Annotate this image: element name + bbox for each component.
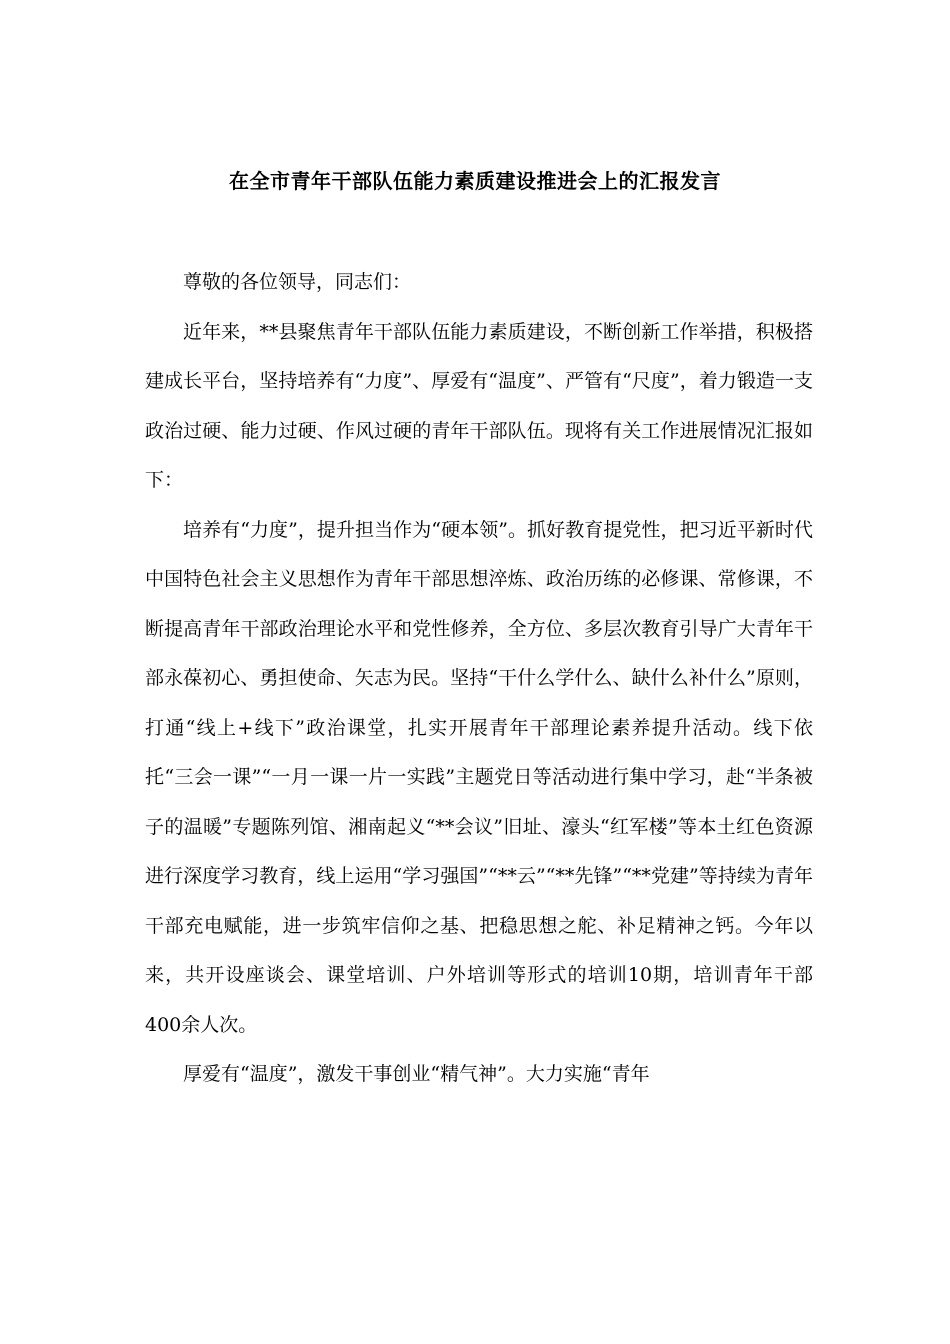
intro-paragraph: 近年来，**县聚焦青年干部队伍能力素质建设，不断创新工作举措，积极搭建成长平台，坚持培养有“力度”、厚爱有“温度”、严管有“尺度”，着力锻造一支政治过硬、能力过硬、作风过硬的青年干部队伍。现将有关工作进展情况汇报如下： (145, 320, 813, 491)
salutation-paragraph: 尊敬的各位领导，同志们： (183, 271, 412, 293)
document-title: 在全市青年干部队伍能力素质建设推进会上的汇报发言 (229, 169, 721, 193)
care-paragraph: 厚爱有“温度”，激发干事创业“精气神”。大力实施“青年 (183, 1063, 650, 1085)
document-body (145, 258, 813, 1100)
training-paragraph: 培养有“力度”，提升担当作为“硬本领”。抓好教育提党性，把习近平新时代中国特色社会主义思想作为青年干部思想淬炼、政治历练的必修课、常修课，不断提高青年干部政治理论水平和党性修养，全方位、多层次教育引导广大青年干部永葆初心、勇担使命、矢志为民。坚持“干什么学什么、缺什么补什么”原则，打通“线上+线下”政治课堂，扎实开展青年干部理论素养提升活动。线下依托“三会一课”“一月一课一片一实践”主题党日等活动进行集中学习，赴“半条被子的温暖”专题陈列馆、湘南起义“**会议”旧址、濠头“红军楼”等本土红色资源进行深度学习教育，线上运用“学习强国”“**云”“**先锋”“**党建”等持续为青年干部充电赋能，进一步筑牢信仰之基、把稳思想之舵、补足精神之钙。今年以来，共开设座谈会、课堂培训、户外培训等形式的培训10期，培训青年干部400余人次。 (145, 518, 813, 1036)
